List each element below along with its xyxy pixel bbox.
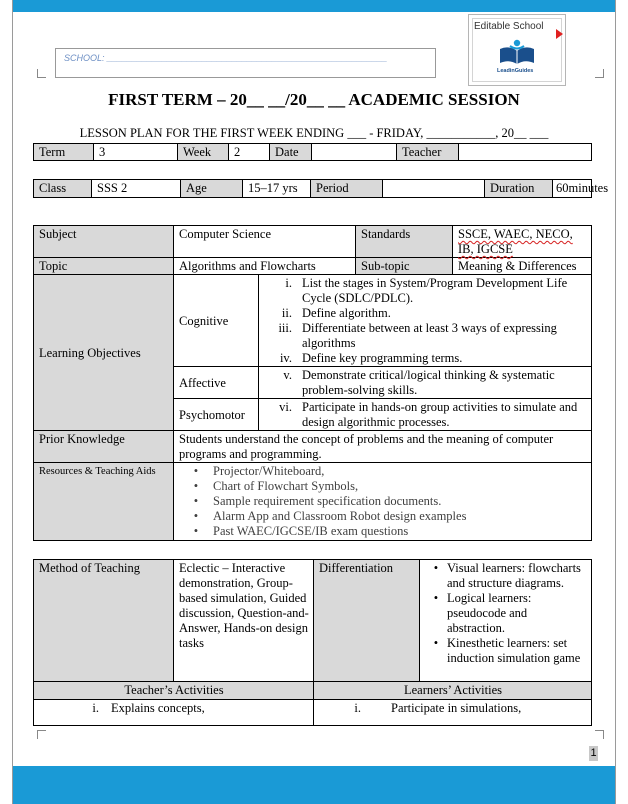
topic-label: Topic xyxy=(34,258,174,275)
book-person-icon xyxy=(497,37,537,67)
lesson-plan-subtitle: LESSON PLAN FOR THE FIRST WEEK ENDING ___ - FRIDAY, ___________, 20__ ___ xyxy=(79,126,549,140)
school-label: SCHOOL: ________________________________________________________ xyxy=(64,53,388,63)
resource-item-text: Projector/Whiteboard, xyxy=(213,464,325,478)
affective-objective-text: Demonstrate critical/logical thinking & systematic problem-solving skills. xyxy=(302,368,555,397)
cognitive-objective xyxy=(264,321,587,351)
resource-item xyxy=(179,464,587,479)
psychomotor-objective xyxy=(264,400,587,430)
cognitive-objective-number: iii. xyxy=(278,321,292,335)
cognitive-objective xyxy=(264,276,587,306)
bullet-icon: • xyxy=(433,591,439,605)
cognitive-objective-text: Differentiate between at least 3 ways of expressing algorithms xyxy=(302,321,557,350)
school-name-field[interactable] xyxy=(55,48,436,78)
page-edge-left xyxy=(12,0,13,804)
bullet-icon: • xyxy=(433,561,439,575)
differentiation-item-text: Logical learners: pseudocode and abstraction. xyxy=(447,591,532,635)
standards-label: Standards xyxy=(356,226,453,258)
page-number: 1 xyxy=(590,747,597,759)
date-value[interactable] xyxy=(312,144,397,161)
term-table xyxy=(33,143,592,161)
psychomotor-objectives xyxy=(259,399,592,431)
method-label: Method of Teaching xyxy=(34,560,174,682)
psychomotor-objective-number: vi. xyxy=(279,400,292,414)
teacher-label: Teacher xyxy=(397,144,459,161)
differentiation-value[interactable] xyxy=(420,560,592,682)
period-label: Period xyxy=(311,180,383,198)
affective-objective-number: v. xyxy=(283,368,292,382)
resources-value[interactable] xyxy=(174,463,592,541)
affective-objective xyxy=(264,368,587,398)
term-value[interactable]: 3 xyxy=(94,144,178,161)
teacher-activity-text: Explains concepts, xyxy=(111,701,205,715)
affective-objectives xyxy=(259,367,592,399)
duration-value[interactable]: 60minutes xyxy=(553,180,592,198)
bullet-icon: • xyxy=(193,479,199,493)
resource-item xyxy=(179,479,587,494)
cognitive-objective-number: iv. xyxy=(279,351,292,365)
differentiation-item-text: Kinesthetic learners: set induction simulation game xyxy=(447,636,581,665)
affective-list xyxy=(264,368,587,398)
resource-item xyxy=(179,494,587,509)
differentiation-label: Differentiation xyxy=(314,560,420,682)
subject-value[interactable]: Computer Science xyxy=(174,226,356,258)
resource-item-text: Past WAEC/IGCSE/IB exam questions xyxy=(213,524,409,538)
teacher-activity-number: i. xyxy=(92,701,99,715)
resources-list xyxy=(179,464,587,539)
week-value[interactable]: 2 xyxy=(229,144,270,161)
cognitive-label: Cognitive xyxy=(174,275,259,367)
logo-text: Editable School xyxy=(474,21,544,32)
resources-label: Resources & Teaching Aids xyxy=(34,463,174,541)
differentiation-item xyxy=(425,591,587,636)
topic-value[interactable]: Algorithms and Flowcharts xyxy=(174,258,356,275)
period-value[interactable] xyxy=(383,180,485,198)
margin-corner-mark xyxy=(595,69,604,78)
cognitive-objective-text: Define algorithm. xyxy=(302,306,391,320)
bullet-icon: • xyxy=(193,494,199,508)
cognitive-objective xyxy=(264,306,587,321)
term-label: Term xyxy=(34,144,94,161)
resource-item-text: Alarm App and Classroom Robot design examples xyxy=(213,509,467,523)
resource-item xyxy=(179,509,587,524)
page-edge-right xyxy=(615,0,616,804)
method-table xyxy=(33,559,592,726)
bullet-icon: • xyxy=(433,636,439,650)
top-accent-bar xyxy=(12,0,616,12)
bullet-icon: • xyxy=(193,524,199,538)
psychomotor-objective-text: Participate in hands-on group activities to simulate and design algorithmic processes. xyxy=(302,400,578,429)
bullet-icon: • xyxy=(193,509,199,523)
play-icon xyxy=(556,29,563,39)
lesson-plan-table xyxy=(33,225,592,541)
cognitive-objective-text: Define key programming terms. xyxy=(302,351,463,365)
teacher-activities-header: Teacher’s Activities xyxy=(34,682,314,700)
affective-label: Affective xyxy=(174,367,259,399)
page-title: FIRST TERM – 20__ __/20__ __ ACADEMIC SESSION xyxy=(108,90,520,109)
differentiation-item xyxy=(425,636,587,666)
margin-corner-mark xyxy=(37,69,46,78)
method-value[interactable]: Eclectic – Interactive demonstration, Group-based simulation, Guided discussion, Question-and-Answer, Hands-on design tasks xyxy=(174,560,314,682)
subject-label: Subject xyxy=(34,226,174,258)
standards-value[interactable]: SSCE, WAEC, NECO, IB, IGCSE xyxy=(453,226,592,258)
learner-activities-header: Learners’ Activities xyxy=(314,682,592,700)
cognitive-list xyxy=(264,276,587,366)
prior-knowledge-label: Prior Knowledge xyxy=(34,431,174,463)
resource-item-text: Sample requirement specification documents. xyxy=(213,494,442,508)
cognitive-objective xyxy=(264,351,587,366)
margin-corner-mark xyxy=(595,730,604,739)
bullet-icon: • xyxy=(193,464,199,478)
class-value[interactable]: SSS 2 xyxy=(92,180,181,198)
teacher-activity-cell[interactable] xyxy=(34,700,314,726)
date-label: Date xyxy=(270,144,312,161)
margin-corner-mark xyxy=(37,730,46,739)
learner-activity-text: Participate in simulations, xyxy=(391,701,522,715)
differentiation-item-text: Visual learners: flowcharts and structure diagrams. xyxy=(447,561,581,590)
age-value[interactable]: 15–17 yrs xyxy=(243,180,311,198)
psychomotor-list xyxy=(264,400,587,430)
duration-label: Duration xyxy=(485,180,553,198)
differentiation-list xyxy=(425,561,587,666)
class-table xyxy=(33,179,609,198)
learner-activity-cell[interactable] xyxy=(314,700,592,726)
prior-knowledge-value[interactable]: Students understand the concept of problems and the meaning of computer programs and programming. xyxy=(174,431,592,463)
teacher-value[interactable] xyxy=(459,144,592,161)
school-logo xyxy=(468,14,566,86)
class-label: Class xyxy=(34,180,92,198)
week-label: Week xyxy=(178,144,229,161)
learning-objectives-label: Learning Objectives xyxy=(34,275,174,431)
cognitive-objectives xyxy=(259,275,592,367)
cognitive-objective-number: i. xyxy=(285,276,292,290)
bottom-accent-bar xyxy=(12,766,616,804)
differentiation-item xyxy=(425,561,587,591)
learner-activity-number: i. xyxy=(354,701,361,715)
resource-item-text: Chart of Flowchart Symbols, xyxy=(213,479,359,493)
resource-item xyxy=(179,524,587,539)
subtopic-value[interactable]: Meaning & Differences xyxy=(453,258,592,275)
logo-caption: LeadinGuides xyxy=(497,68,534,74)
cognitive-objective-text: List the stages in System/Program Development Life Cycle (SDLC/PDLC). xyxy=(302,276,568,305)
cognitive-objective-number: ii. xyxy=(281,306,292,320)
age-label: Age xyxy=(181,180,243,198)
subtopic-label: Sub-topic xyxy=(356,258,453,275)
psychomotor-label: Psychomotor xyxy=(174,399,259,431)
